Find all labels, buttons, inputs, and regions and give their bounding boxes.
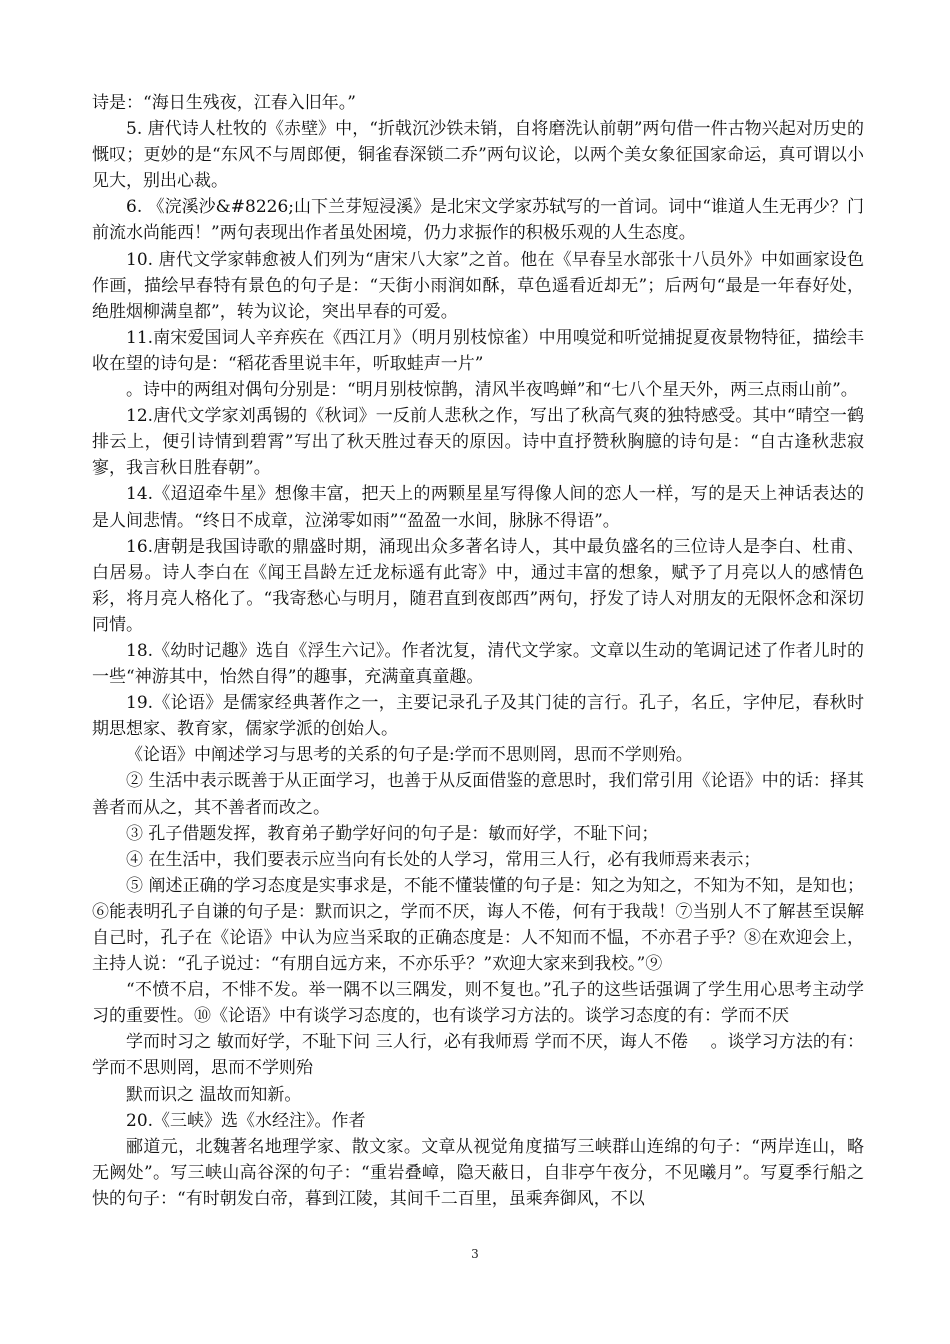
paragraph: ④ 在生活中，我们要表示应当向有长处的人学习，常用三人行，必有我师焉来表示； bbox=[126, 849, 761, 870]
paragraph: ⑤ 阐述正确的学习态度是实事求是，不能不懂装懂的句子是：知之为知之，不知为不知，是知也；⑥能表明孔子自谦的句子是：默而识之，学而不厌，诲人不倦，何有于我哉！⑦当别人不了解甚至误解自己时，孔子在《论语》中认为应当采取的正确态度是：人不知而不愠，不亦君子乎？⑧在欢迎会上，主持人说：“孔子说过：“有朋自远方来，不亦乐乎？”欢迎大家来到我校。”⑨ bbox=[92, 875, 864, 975]
document-body bbox=[92, 90, 864, 1212]
paragraph: 10. 唐代文学家韩愈被人们列为“唐宋八大家”之首。他在《早春呈水部张十八员外》中如画家设色作画，描绘早春特有景色的句子是：“天街小雨润如酥，草色遥看近却无”；后两句“最是一年春好处，绝胜烟柳满皇都”，转为议论，突出早春的可爱。 bbox=[92, 249, 864, 322]
paragraph: 5. 唐代诗人杜牧的《赤壁》中，“折戟沉沙铁未销，自将磨洗认前朝”两句借一件古物兴起对历史的慨叹；更妙的是“东风不与周郎便，铜雀春深锁二乔”两句议论，以两个美女象征国家命运，真可谓以小见大，别出心裁。 bbox=[92, 119, 864, 192]
paragraph: 《论语》中阐述学习与思考的关系的句子是:学而不思则罔，思而不学则殆。 bbox=[126, 745, 693, 766]
page-number: 3 bbox=[471, 1247, 479, 1261]
paragraph: 11.南宋爱国词人辛弃疾在《西江月》（明月别枝惊雀）中用嗅觉和听觉捕捉夏夜景物特征，描绘丰收在望的诗句是：“稻花香里说丰年，听取蛙声一片” bbox=[92, 327, 864, 374]
paragraph: 12.唐代文学家刘禹锡的《秋词》一反前人悲秋之作，写出了秋高气爽的独特感受。其中“晴空一鹤排云上，便引诗情到碧霄”写出了秋天胜过春天的原因。诗中直抒赞秋胸臆的诗句是：“自古逢秋悲寂寥，我言秋日胜春朝”。 bbox=[92, 406, 864, 479]
paragraph: 6. 《浣溪沙&#8226;山下兰芽短浸溪》是北宋文学家苏轼写的一首词。词中“谁道人生无再少？门前流水尚能西！”两句表现出作者虽处困境，仍力求振作的积极乐观的人生态度。 bbox=[92, 197, 864, 244]
paragraph: 郦道元，北魏著名地理学家、散文家。文章从视觉角度描写三峡群山连绵的句子：“两岸连山，略无阙处”。写三峡山高谷深的句子：“重岩叠嶂，隐天蔽日，自非亭午夜分，不见曦月”。写夏季行船之快的句子：“有时朝发白帝，暮到江陵，其间千二百里，虽乘奔御风，不以 bbox=[92, 1136, 864, 1209]
paragraph: “不愤不启，不悱不发。举一隅不以三隅发，则不复也。”孔子的这些话强调了学生用心思考主动学习的重要性。⑩《论语》中有谈学习态度的，也有谈学习方法的。谈学习态度的有：学而不厌 bbox=[92, 980, 864, 1027]
paragraph: 。诗中的两组对偶句分别是：“明月别枝惊鹊，清风半夜鸣蝉”和“七八个星天外，两三点雨山前”。 bbox=[126, 380, 858, 401]
paragraph: ② 生活中表示既善于从正面学习，也善于从反面借鉴的意思时，我们常引用《论语》中的话：择其善者而从之，其不善者而改之。 bbox=[92, 771, 864, 818]
paragraph: 18.《幼时记趣》选自《浮生六记》。作者沈复，清代文学家。文章以生动的笔调记述了作者儿时的一些“神游其中，怡然自得”的趣事，充满童真童趣。 bbox=[92, 640, 864, 688]
paragraph: 20.《三峡》选《水经注》。作者 bbox=[126, 1110, 366, 1131]
paragraph: 14.《迢迢牵牛星》想像丰富，把天上的两颗星星写得像人间的恋人一样，写的是天上神话表达的是人间悲情。“终日不成章，泣涕零如雨”“盈盈一水间，脉脉不得语”。 bbox=[92, 484, 864, 531]
paragraph: 学而时习之 敏而好学，不耻下问 三人行，必有我师焉 学而不厌，诲人不倦 。谈学习方法的有：学而不思则罔，思而不学则殆 bbox=[92, 1032, 864, 1079]
paragraph: 默而识之 温故而知新。 bbox=[126, 1084, 302, 1105]
paragraph: 16.唐朝是我国诗歌的鼎盛时期，涌现出众多著名诗人，其中最负盛名的三位诗人是李白、杜甫、白居易。诗人李白在《闻王昌龄左迁龙标遥有此寄》中，通过丰富的想象，赋予了月亮以人的感情色彩，将月亮人格化了。“我寄愁心与明月，随君直到夜郎西”两句，抒发了诗人对朋友的无限怀念和深切同情。 bbox=[92, 536, 864, 635]
paragraph: ③ 孔子借题发挥，教育弟子勤学好问的句子是：敏而好学，不耻下问； bbox=[126, 823, 659, 844]
paragraph: 19.《论语》是儒家经典著作之一，主要记录孔子及其门徒的言行。孔子，名丘，字仲尼，春秋时期思想家、教育家，儒家学派的创始人。 bbox=[92, 693, 864, 740]
paragraph: 诗是：“海日生残夜，江春入旧年。” bbox=[92, 93, 356, 113]
